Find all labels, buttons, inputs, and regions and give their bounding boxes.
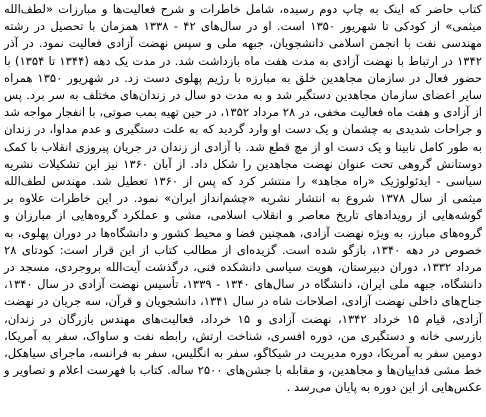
- body-paragraph: کتاب حاضر که اینک به چاپ دوم رسیده، شامل خاطرات و شرح فعالیت‌ها و مبارزات «لطف‌الله میثمی» از کودکی تا شهریور ۱۳۵۰ است. او در سال‌های ۴۲ - ۱۳۳۸ همزمان با تحصیل در رشته مهندسی نفت با انجمن اسلامی دانشجویان، جبهه ملی و سپس نهضت آزادی فعالیت نمود. در آذر ۱۳۴۲ در ارتباط با نهضت آزادی به مدت هفت ماه بازداشت شد. در مدت یک دهه (۱۳۴۴ تا ۱۳۵۴) با حضور فعال در سازمان مجاهدین خلق به مبارزه با رژیم پهلوی دست زد. در شهریور ۱۳۵۰ همراه سایر اعضای سازمان مجاهدین دستگیر شد و به مدت دو سال در زندان‌های مختلف به سر برد. پس از آزادی و هفت ماه فعالیت مخفی، در ۲۸ مرداد ۱۳۵۲، در حین تهیه بمب صوتی، با انفجار مواجه شد و جراحات شدیدی به چشمان و یک دست او وارد گردید که به علت دستگیری و عدم مداوا، در زندان به طور کامل نابینا و یک دست او از مچ قطع شد. با آزادی از زندان در جریان پیروزی انقلاب با کمک دوستانش گروهی تحت عنوان نهضت مجاهدین را شکل داد. از آبان ۱۳۶۰ نیز این تشکیلات نشریه سیاسی - ایدئولوژیک «راه مجاهد» را منتشر کرد که پس از ۱۳۶۰ تعطیل شد. مهندس لطف‌الله میثمی از سال ۱۳۷۸ شروع به انتشار نشریه «چشم‌انداز ایران» نمود. در این خاطرات علاوه بر گوشه‌هایی از رویدادهای تاریخ معاصر و انقلاب اسلامی، مشی و عملکرد گروه‌هایی از مبارزان و گروه‌های مبارز، به ویژه نهضت آزادی، همچنین فضا و محیط کشور و دانشگاه‌ها در دوران پهلوی، به خصوص در دهه ۱۳۴۰، بازگو شده است. گزیده‌ای از مطالب کتاب از این قرار است: کودتای ۲۸ مرداد ۱۳۳۲، دوران دبیرستان، هویت سیاسی دانشکده فنی، درگذشت آیت‌الله بروجردی، مسجد در دانشگاه، جبهه ملی ایران، دانشگاه در سال‌های ۱۳۴۰ - ۱۳۳۹، تأسیس نهضت آزادی در سال ۱۳۴۰، جناح‌های داخلی نهضت آزادی، اصلاحات شاه در سال ۱۳۴۱، دانشجویان و قرآن، سه جریان در نهضت آزادی، قیام ۱۵ خرداد ۱۳۴۲، نهضت آزادی و ۱۵ خرداد، فعالیت‌های مهندس بازرگان در زندان، بازرسی خانه و دستگیری من، دوره افسری، شناخت ارتش، رابطه نفت و ساواک، سفر به آمریکا، دومین سفر به آمریکا، دوره مدیریت در شیکاگو، سفر به انگلیس، سفر به فرانسه، ماجرای سیاهکل، خط مشی فداییان‌ها و مجاهدین، و مقابله با جشن‌های ۲۵۰۰ ساله. کتاب با فهرست اعلام و تصاویر و عکس‌هایی از این دوره به پایان می‌رسد .: [4, 2, 483, 395]
